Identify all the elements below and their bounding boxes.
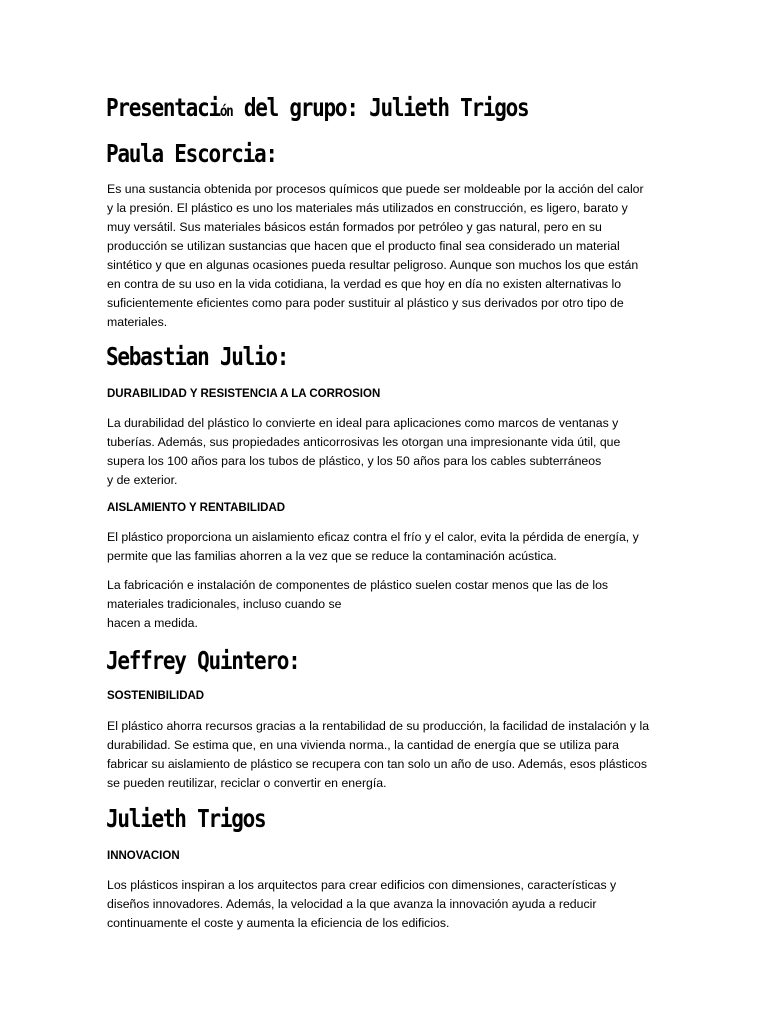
- paragraph-innovacion: [107, 876, 667, 933]
- paragraph-line: continuamente el coste y aumenta la eficiencia de los edificios.: [107, 916, 450, 930]
- heading-julieth: Julieth Trigos: [106, 804, 266, 833]
- paragraph-line: La fabricación e instalación de componentes de plástico suelen costar menos que las de los: [107, 578, 609, 592]
- title-small: ón: [219, 102, 233, 120]
- paragraph-line: sintético y que en algunas ocasiones pueda resultar peligroso. Aunque son muchos los que están: [107, 258, 639, 272]
- paragraph-aislamiento: [107, 528, 667, 566]
- title-prefix: Presentaci: [106, 93, 220, 122]
- paragraph-line: suficientemente eficientes como para poder sustituir al plástico y sus derivados por otro tipo de: [107, 296, 624, 310]
- heading-paula: Paula Escorcia:: [106, 139, 277, 168]
- paragraph-line: durabilidad. Se estima que, en una vivienda norma., la cantidad de energía que se utiliza para: [107, 738, 620, 752]
- subheading-innovacion: INNOVACION: [107, 850, 180, 862]
- paragraph-line: muy versátil. Sus materiales básicos están formados por petróleo y gas natural, pero en su: [107, 220, 602, 234]
- subheading-aislamiento: AISLAMIENTO Y RENTABILIDAD: [107, 502, 286, 514]
- paragraph-line: diseños innovadores. Además, la velocidad a la que avanza la innovación ayuda a reducir: [107, 897, 597, 911]
- paragraph-line: se pueden reutilizar, reciclar o convertir en energía.: [107, 776, 387, 790]
- subheading-sostenibilidad: SOSTENIBILIDAD: [107, 690, 205, 702]
- title-suffix: del grupo: Julieth Trigos: [232, 93, 529, 122]
- document-title: [106, 95, 528, 120]
- paragraph-rentabilidad: [107, 576, 667, 633]
- paragraph-line: hacen a medida.: [107, 616, 198, 630]
- paragraph-line: Es una sustancia obtenida por procesos químicos que puede ser moldeable por la acción del calor: [107, 182, 644, 196]
- paragraph-line: supera los 100 años para los tubos de plástico, y los 50 años para los cables subterráneos: [107, 454, 602, 468]
- paragraph-line: y de exterior.: [107, 473, 178, 487]
- paragraph-line: El plástico ahorra recursos gracias a la rentabilidad de su producción, la facilidad de instalación y la: [107, 719, 650, 733]
- paragraph-line: fabricar su aislamiento de plástico se recupera con tan solo un año de uso. Además, esos plásticos: [107, 757, 648, 771]
- paragraph-line: permite que las familias ahorren a la vez que se reduce la contaminación acústica.: [107, 549, 557, 563]
- heading-sebastian: Sebastian Julio:: [106, 342, 289, 371]
- paragraph-line: materiales.: [107, 315, 168, 329]
- paragraph-line: La durabilidad del plástico lo convierte en ideal para aplicaciones como marcos de ventanas y: [107, 416, 619, 430]
- paragraph-line: en contra de su uso en la vida cotidiana, la verdad es que hoy en día no existen alternativas lo: [107, 277, 622, 291]
- paragraph-sostenibilidad: [107, 717, 667, 793]
- heading-jeffrey: Jeffrey Quintero:: [106, 646, 300, 675]
- paragraph-durabilidad: [107, 414, 667, 490]
- subheading-durabilidad: DURABILIDAD Y RESISTENCIA A LA CORROSION: [107, 388, 381, 400]
- paragraph-line: El plástico proporciona un aislamiento eficaz contra el frío y el calor, evita la pérdida de energía, y: [107, 530, 639, 544]
- paragraph-line: materiales tradicionales, incluso cuando se: [107, 597, 342, 611]
- paragraph-line: Los plásticos inspiran a los arquitectos para crear edificios con dimensiones, características y: [107, 878, 617, 892]
- paragraph-line: tuberías. Además, sus propiedades anticorrosivas les otorgan una impresionante vida útil, que: [107, 435, 621, 449]
- paragraph-line: y la presión. El plástico es uno los materiales más utilizados en construcción, es ligero, barato y: [107, 201, 628, 215]
- paragraph-line: producción se utilizan sustancias que hacen que el producto final sea considerado un material: [107, 239, 620, 253]
- paragraph-paula: [107, 180, 667, 332]
